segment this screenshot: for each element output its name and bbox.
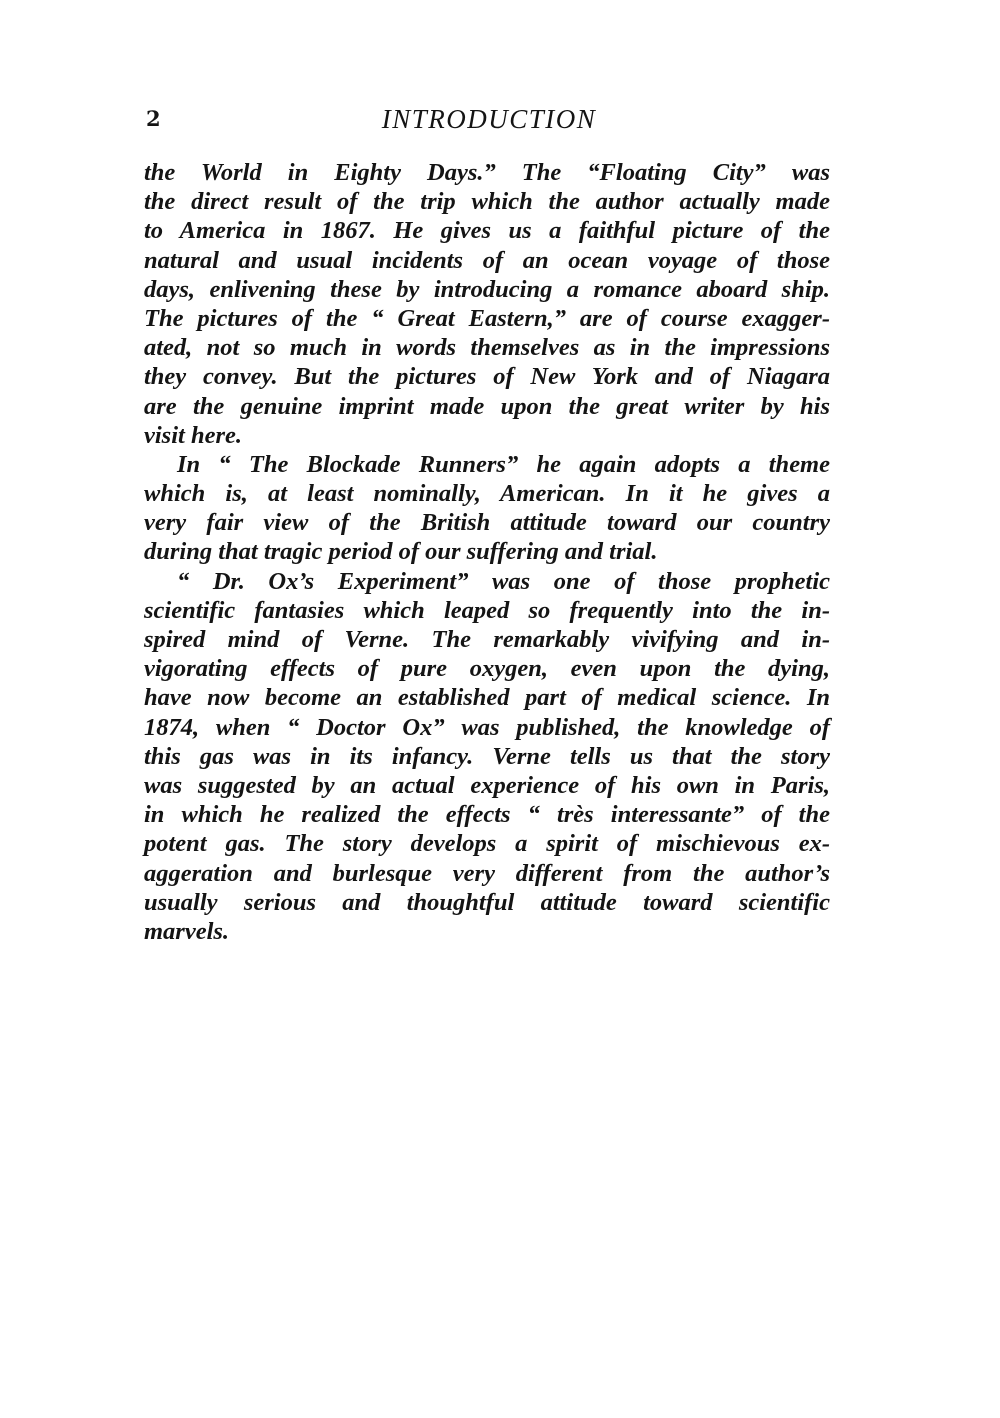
text-line: very fair view of the British attitude toward our country xyxy=(144,509,830,537)
text-line: vigorating effects of pure oxygen, even upon the dying, xyxy=(144,655,830,683)
text-line: to America in 1867. He gives us a faithful picture of the xyxy=(144,217,830,245)
text-line: The pictures of the “ Great Eastern,” are of course exagger- xyxy=(144,304,830,332)
text-line: 1874, when “ Doctor Ox” was published, the knowledge of xyxy=(144,713,830,741)
page-number: 2 xyxy=(146,106,161,131)
text-line: ated, not so much in words themselves as in the impressions xyxy=(144,334,830,362)
text-line: “ Dr. Ox’s Experiment” was one of those prophetic xyxy=(177,567,830,595)
text-line: during that tragic period of our suffering and trial. xyxy=(144,538,658,566)
text-line: spired mind of Verne. The remarkably vivifying and in- xyxy=(144,626,830,653)
text-line: marvels. xyxy=(144,917,230,945)
paragraph-1 xyxy=(144,158,830,450)
text-line: are the genuine imprint made upon the great writer by his xyxy=(144,392,830,420)
text-line: In “ The Blockade Runners” he again adopts a theme xyxy=(177,450,830,478)
text-line: usually serious and thoughtful attitude toward scientific xyxy=(144,888,830,916)
text-line: this gas was in its infancy. Verne tells us that the story xyxy=(144,742,830,770)
text-line: was suggested by an actual experience of his own in Paris, xyxy=(144,771,830,799)
body-text xyxy=(144,158,830,946)
paragraph-3 xyxy=(144,567,830,946)
running-title: INTRODUCTION xyxy=(381,104,597,134)
text-line: the World in Eighty Days.” The “Floating City” was xyxy=(144,159,830,186)
text-line: potent gas. The story develops a spirit of mischievous ex- xyxy=(144,830,830,858)
paragraph-2 xyxy=(144,450,830,567)
text-line: natural and usual incidents of an ocean voyage of those xyxy=(144,246,830,274)
text-line: in which he realized the effects “ très interessante” of the xyxy=(144,801,830,829)
text-line: days, enlivening these by introducing a romance aboard ship. xyxy=(144,275,830,303)
text-line: the direct result of the trip which the author actually made xyxy=(144,188,830,216)
text-line: which is, at least nominally, American. In it he gives a xyxy=(144,480,830,508)
text-line: they convey. But the pictures of New York and of Niagara xyxy=(144,363,830,391)
text-line: aggeration and burlesque very different from the author’s xyxy=(144,859,830,887)
text-line: have now become an established part of medical science. In xyxy=(144,684,830,712)
page-header xyxy=(144,104,834,140)
text-line: visit here. xyxy=(144,421,242,449)
text-line: scientific fantasies which leaped so frequently into the in- xyxy=(144,596,830,624)
